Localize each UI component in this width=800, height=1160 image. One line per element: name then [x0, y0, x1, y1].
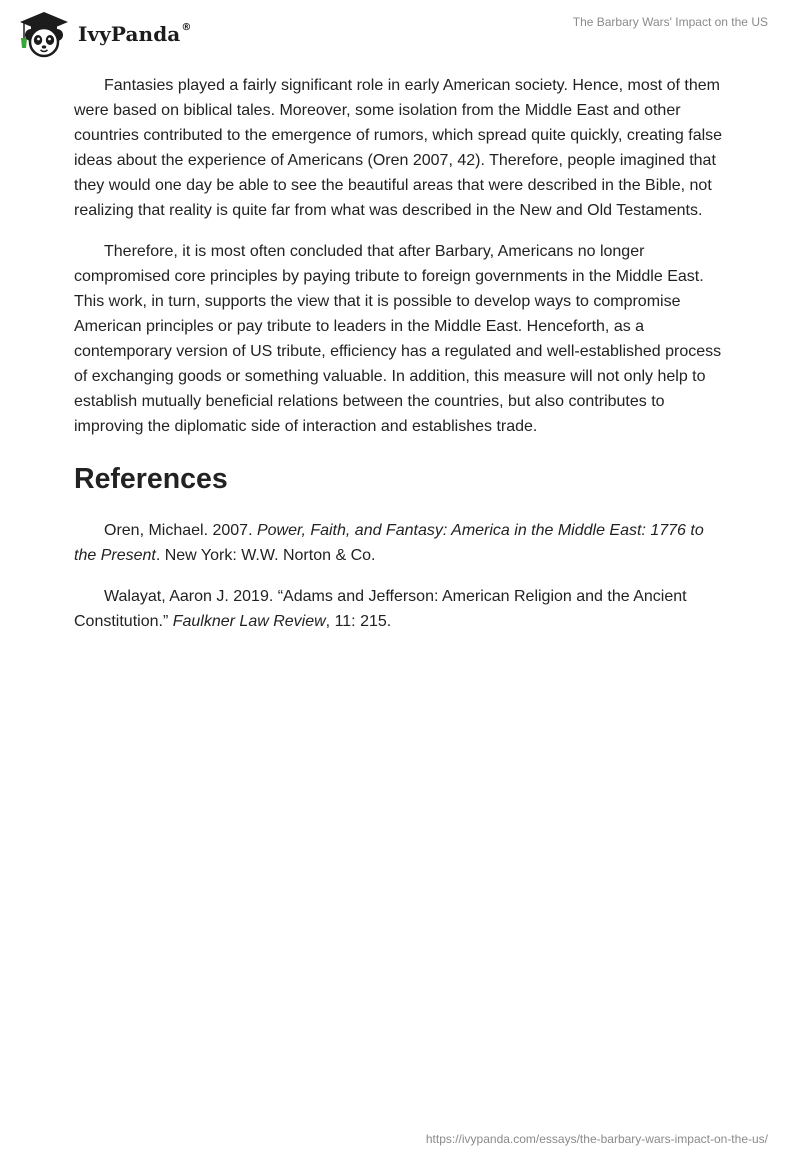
logo-wordmark [78, 22, 191, 46]
body-paragraph: Fantasies played a fairly significant role in early American society. Hence, most of them were based on biblical tales. Moreover, some isolation from the Middle East and other countries contributed to the emergence of rumors, which spread quite quickly, creating false ideas about the experience of Americans (Oren 2007, 42). Therefore, people imagined that they would one day be able to see the beautiful areas that were described in the Bible, not realizing that reality is quite far from what was described in the New and Old Testaments. [74, 77, 723, 219]
running-title: The Barbary Wars' Impact on the US [572, 15, 768, 29]
reference-title: Power, Faith, and Fantasy: America in the Middle East: 1776 to the Present [74, 522, 704, 564]
reference-text: Oren, Michael. 2007. [104, 522, 257, 539]
essay-content [74, 73, 724, 650]
references-heading: References [74, 463, 228, 495]
reference-title: Faulkner Law Review [172, 613, 326, 630]
logo-registered-mark: ® [181, 22, 192, 34]
reference-text: Walayat, Aaron J. 2019. “Adams and Jefferson: American Religion and the Ancient Constitution.” [74, 588, 687, 630]
reference-entry [74, 518, 724, 568]
logo-name: IvyPanda [78, 22, 181, 46]
reference-text: . New York: W.W. Norton & Co. [155, 547, 376, 564]
body-paragraph: Therefore, it is most often concluded that after Barbary, Americans no longer compromised core principles by paying tribute to foreign governments in the Middle East. This work, in turn, supports the view that it is possible to develop ways to compromise American principles or pay tribute to leaders in the Middle East. Henceforth, as a contemporary version of US tribute, efficiency has a regulated and well-established process of exchanging goods or something valuable. In addition, this measure will not only help to establish mutually beneficial relations between the countries, but also contributes to improving the diplomatic side of interaction and establishes trade. [74, 243, 722, 435]
page-header [0, 0, 800, 70]
reference-entry [74, 584, 724, 634]
panda-graduation-cap-icon [14, 8, 72, 58]
reference-text: , 11: 215. [325, 613, 392, 630]
source-url-link[interactable]: https://ivypanda.com/essays/the-barbary-wars-impact-on-the-us/ [425, 1132, 768, 1146]
ivypanda-logo[interactable] [14, 8, 191, 58]
